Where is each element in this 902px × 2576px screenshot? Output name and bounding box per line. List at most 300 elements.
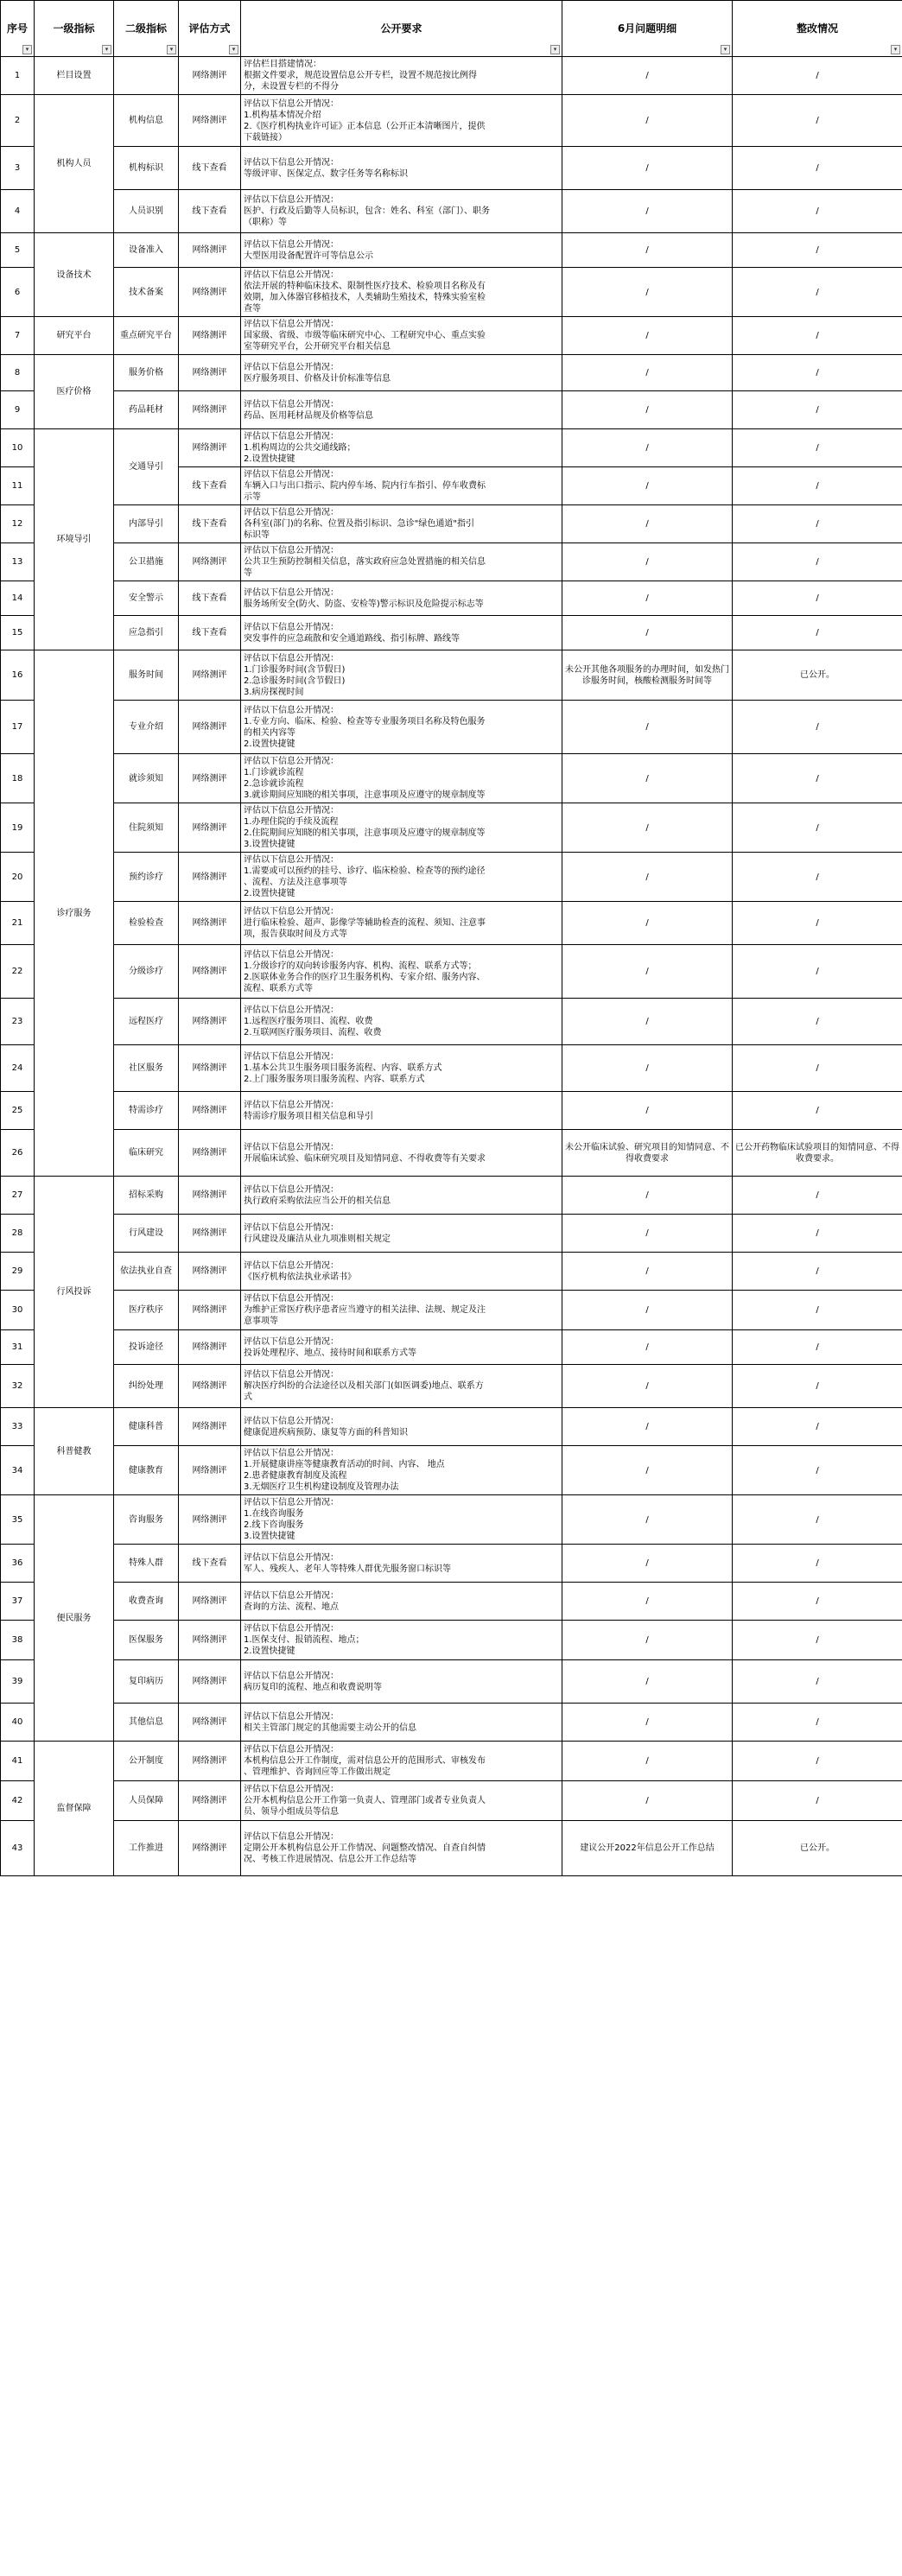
requirement-line: 评估以下信息公开情况： [244,587,339,598]
row-number-cell[interactable]: 17 [1,701,35,754]
secondary-indicator-cell[interactable]: 行风建设 [114,1215,179,1253]
row-number-cell[interactable]: 6 [1,268,35,317]
issue-detail-cell[interactable]: / [562,1330,733,1365]
row-number-cell[interactable]: 41 [1,1742,35,1781]
secondary-indicator-cell[interactable]: 依法执业自查 [114,1253,179,1291]
rectification-cell[interactable]: / [733,1253,902,1291]
row-number-cell[interactable]: 26 [1,1130,35,1177]
row-number-cell[interactable]: 1 [1,57,35,95]
evaluation-method-cell[interactable]: 线下查看 [179,467,241,505]
evaluation-method-cell[interactable]: 线下查看 [179,505,241,543]
row-number-cell[interactable]: 31 [1,1330,35,1365]
evaluation-method-cell[interactable]: 网络测评 [179,803,241,853]
secondary-indicator-cell[interactable]: 住院须知 [114,803,179,853]
filter-icon[interactable]: ▾ [229,45,238,54]
requirement-cell[interactable] [241,853,562,902]
secondary-indicator-cell[interactable]: 服务价格 [114,355,179,391]
evaluation-method-cell[interactable]: 网络测评 [179,95,241,147]
evaluation-method-cell[interactable]: 网络测评 [179,1495,241,1545]
secondary-indicator-cell[interactable]: 特需诊疗 [114,1092,179,1130]
issue-detail-cell[interactable]: / [562,1092,733,1130]
rectification-cell[interactable]: / [733,1545,902,1583]
rectification-cell[interactable]: 已公开药物临床试验项目的知情同意、不得收费要求。 [733,1130,902,1177]
filter-icon[interactable]: ▾ [167,45,176,54]
secondary-indicator-cell[interactable]: 分级诊疗 [114,945,179,999]
rectification-cell[interactable]: / [733,1495,902,1545]
issue-detail-cell[interactable]: / [562,355,733,391]
row-number-cell[interactable]: 8 [1,355,35,391]
secondary-indicator-cell[interactable]: 纠纷处理 [114,1365,179,1408]
issue-detail-cell[interactable]: / [562,853,733,902]
secondary-indicator-cell[interactable]: 交通导引 [114,429,179,505]
rectification-cell[interactable]: / [733,1621,902,1660]
rectification-cell[interactable]: / [733,190,902,233]
requirement-line: 评估以下信息公开情况： [244,1142,339,1152]
rectification-cell[interactable]: / [733,467,902,505]
requirement-cell[interactable] [241,268,562,317]
issue-detail-cell[interactable]: / [562,190,733,233]
row-number-cell[interactable]: 29 [1,1253,35,1291]
secondary-indicator-cell[interactable]: 医疗秩序 [114,1291,179,1330]
secondary-indicator-cell[interactable]: 就诊须知 [114,754,179,803]
evaluation-method-cell[interactable]: 网络测评 [179,701,241,754]
row-number-cell[interactable]: 10 [1,429,35,467]
row-number-cell[interactable]: 4 [1,190,35,233]
filter-icon[interactable]: ▾ [102,45,111,54]
row-number-cell[interactable]: 37 [1,1583,35,1621]
issue-detail-cell[interactable]: 未公开临床试验、研究项目的知情同意、不得收费要求 [562,1130,733,1177]
row-number-cell[interactable]: 2 [1,95,35,147]
row-number-cell[interactable]: 38 [1,1621,35,1660]
requirement-cell[interactable] [241,543,562,581]
rectification-cell[interactable]: / [733,1177,902,1215]
rectification-cell[interactable]: / [733,1704,902,1742]
secondary-indicator-cell[interactable]: 应急指引 [114,616,179,650]
evaluation-method-cell[interactable]: 线下查看 [179,147,241,190]
rectification-cell[interactable]: / [733,391,902,429]
secondary-indicator-cell[interactable]: 医保服务 [114,1621,179,1660]
requirement-cell[interactable] [241,317,562,355]
primary-indicator-cell[interactable]: 医疗价格 [35,355,114,429]
secondary-indicator-cell[interactable]: 社区服务 [114,1045,179,1092]
rectification-cell[interactable]: / [733,57,902,95]
secondary-indicator-cell[interactable]: 重点研究平台 [114,317,179,355]
evaluation-method-cell[interactable]: 网络测评 [179,945,241,999]
primary-indicator-cell[interactable]: 设备技术 [35,233,114,317]
primary-indicator-cell[interactable]: 诊疗服务 [35,650,114,1177]
row-number-cell[interactable]: 36 [1,1545,35,1583]
issue-detail-cell[interactable]: / [562,1253,733,1291]
evaluation-method-cell[interactable]: 网络测评 [179,57,241,95]
issue-detail-cell[interactable]: / [562,1045,733,1092]
issue-detail-cell[interactable]: / [562,391,733,429]
rectification-cell[interactable]: / [733,1742,902,1781]
requirement-line: 、流程、方法及注意事项等 [244,878,347,887]
requirement-cell[interactable] [241,467,562,505]
secondary-indicator-cell[interactable]: 机构标识 [114,147,179,190]
requirement-cell[interactable] [241,616,562,650]
evaluation-method-cell[interactable]: 网络测评 [179,853,241,902]
row-number-cell[interactable]: 42 [1,1781,35,1821]
row-number-cell[interactable]: 5 [1,233,35,268]
issue-detail-cell[interactable]: / [562,803,733,853]
requirement-cell[interactable] [241,1583,562,1621]
secondary-indicator-cell[interactable]: 内部导引 [114,505,179,543]
evaluation-method-cell[interactable]: 网络测评 [179,1253,241,1291]
row-number-cell[interactable]: 32 [1,1365,35,1408]
row-number-cell[interactable]: 16 [1,650,35,701]
rectification-cell[interactable]: / [733,1446,902,1495]
primary-indicator-cell[interactable]: 行风投诉 [35,1177,114,1408]
issue-detail-cell[interactable]: / [562,1291,733,1330]
issue-detail-cell[interactable]: / [562,1704,733,1742]
issue-detail-cell[interactable]: / [562,902,733,945]
issue-detail-cell[interactable]: / [562,268,733,317]
rectification-cell[interactable]: / [733,581,902,616]
issue-detail-cell[interactable]: / [562,754,733,803]
rectification-cell[interactable]: / [733,317,902,355]
rectification-cell[interactable]: / [733,1045,902,1092]
table-row [1,355,902,391]
table-body [1,57,902,1876]
issue-detail-cell[interactable]: / [562,701,733,754]
secondary-indicator-cell[interactable]: 专业介绍 [114,701,179,754]
requirement-line: 评估以下信息公开情况： [244,1498,339,1507]
rectification-cell[interactable]: / [733,616,902,650]
requirement-line: 2.线下咨询服务 [244,1520,304,1530]
row-number-cell[interactable]: 20 [1,853,35,902]
filter-icon[interactable]: ▾ [721,45,730,54]
row-number-cell[interactable]: 7 [1,317,35,355]
primary-indicator-cell[interactable]: 便民服务 [35,1495,114,1742]
requirement-cell[interactable] [241,701,562,754]
requirement-cell[interactable] [241,1215,562,1253]
row-number-cell[interactable]: 24 [1,1045,35,1092]
row-number-cell[interactable]: 30 [1,1291,35,1330]
secondary-indicator-cell[interactable]: 预约诊疗 [114,853,179,902]
rectification-cell[interactable]: / [733,1365,902,1408]
header-cell-issue[interactable]: 6月问题明细 ▾ [562,1,733,57]
requirement-cell[interactable] [241,391,562,429]
issue-detail-cell[interactable]: 未公开其他各项服务的办理时间，如发热门诊服务时间，核酸检测服务时间等 [562,650,733,701]
rectification-cell[interactable]: 已公开。 [733,1821,902,1876]
primary-indicator-cell[interactable]: 监督保障 [35,1742,114,1876]
secondary-indicator-cell[interactable]: 咨询服务 [114,1495,179,1545]
requirement-cell[interactable] [241,1704,562,1742]
requirement-cell[interactable] [241,803,562,853]
issue-detail-cell[interactable]: / [562,1583,733,1621]
evaluation-method-cell[interactable]: 线下查看 [179,1545,241,1583]
filter-icon[interactable]: ▾ [22,45,32,54]
requirement-line: 的相关内容等 [244,727,295,738]
requirement-cell[interactable] [241,1130,562,1177]
rectification-cell[interactable]: / [733,1291,902,1330]
secondary-indicator-cell[interactable]: 人员保障 [114,1781,179,1821]
secondary-indicator-cell[interactable]: 复印病历 [114,1660,179,1704]
row-number-cell[interactable]: 34 [1,1446,35,1495]
evaluation-method-cell[interactable]: 网络测评 [179,268,241,317]
evaluation-method-cell[interactable]: 网络测评 [179,754,241,803]
rectification-cell[interactable]: / [733,1215,902,1253]
row-number-cell[interactable]: 11 [1,467,35,505]
secondary-indicator-cell[interactable]: 临床研究 [114,1130,179,1177]
evaluation-method-cell[interactable]: 线下查看 [179,581,241,616]
issue-detail-cell[interactable]: / [562,1365,733,1408]
requirement-line: 评估以下信息公开情况： [244,320,339,329]
secondary-indicator-cell[interactable]: 安全警示 [114,581,179,616]
requirement-cell[interactable] [241,945,562,999]
table-row [1,1408,902,1446]
issue-detail-cell[interactable]: / [562,999,733,1045]
rectification-cell[interactable]: / [733,1092,902,1130]
row-number-cell[interactable]: 3 [1,147,35,190]
issue-detail-cell[interactable]: / [562,147,733,190]
requirement-cell[interactable] [241,754,562,803]
secondary-indicator-cell[interactable]: 公开制度 [114,1742,179,1781]
header-cell-no[interactable]: 序号 ▾ [1,1,35,57]
requirement-line: 进行临床检验、超声、影像学等辅助检查的流程、须知、注意事 [244,918,486,928]
row-number-cell[interactable]: 12 [1,505,35,543]
rectification-cell[interactable]: / [733,505,902,543]
rectification-cell[interactable]: / [733,95,902,147]
requirement-cell[interactable] [241,1821,562,1876]
issue-detail-cell[interactable]: / [562,1446,733,1495]
header-cell-fix[interactable]: 整改情况 ▾ [733,1,902,57]
evaluation-method-cell[interactable]: 网络测评 [179,1446,241,1495]
requirement-cell[interactable] [241,1253,562,1291]
secondary-indicator-cell[interactable]: 远程医疗 [114,999,179,1045]
requirement-cell[interactable] [241,95,562,147]
requirement-cell[interactable] [241,429,562,467]
evaluation-method-cell[interactable]: 网络测评 [179,1365,241,1408]
row-number-cell[interactable]: 19 [1,803,35,853]
requirement-cell[interactable] [241,1742,562,1781]
evaluation-method-cell[interactable]: 网络测评 [179,1330,241,1365]
row-number-cell[interactable]: 9 [1,391,35,429]
secondary-indicator-cell[interactable]: 投诉途径 [114,1330,179,1365]
evaluation-method-cell[interactable]: 网络测评 [179,1215,241,1253]
secondary-indicator-cell[interactable]: 机构信息 [114,95,179,147]
row-number-cell[interactable]: 35 [1,1495,35,1545]
issue-detail-cell[interactable]: / [562,505,733,543]
issue-detail-cell[interactable]: / [562,616,733,650]
evaluation-method-cell[interactable]: 线下查看 [179,190,241,233]
table-row [1,1545,902,1583]
filter-icon[interactable]: ▾ [891,45,900,54]
issue-detail-cell[interactable]: / [562,95,733,147]
evaluation-method-cell[interactable]: 网络测评 [179,1177,241,1215]
row-number-cell[interactable]: 13 [1,543,35,581]
rectification-cell[interactable]: / [733,1408,902,1446]
row-number-cell[interactable]: 21 [1,902,35,945]
rectification-cell[interactable]: / [733,754,902,803]
requirement-cell[interactable] [241,1545,562,1583]
requirement-line: 服务场所安全(防火、防盗、安检等)警示标识及危险提示标志等 [244,599,484,609]
rectification-cell[interactable]: / [733,355,902,391]
evaluation-method-cell[interactable]: 网络测评 [179,1821,241,1876]
row-number-cell[interactable]: 22 [1,945,35,999]
evaluation-method-cell[interactable]: 网络测评 [179,1704,241,1742]
row-number-cell[interactable]: 14 [1,581,35,616]
secondary-indicator-cell[interactable]: 药品耗材 [114,391,179,429]
issue-detail-cell[interactable]: / [562,429,733,467]
evaluation-method-cell[interactable]: 网络测评 [179,1408,241,1446]
requirement-cell[interactable] [241,1408,562,1446]
evaluation-method-cell[interactable]: 网络测评 [179,317,241,355]
evaluation-method-cell[interactable]: 网络测评 [179,355,241,391]
evaluation-method-cell[interactable]: 网络测评 [179,1583,241,1621]
rectification-cell[interactable]: / [733,543,902,581]
requirement-line: 2.患者健康教育制度及流程 [244,1471,347,1481]
evaluation-method-cell[interactable]: 网络测评 [179,1045,241,1092]
issue-detail-cell[interactable]: / [562,1177,733,1215]
secondary-indicator-cell[interactable]: 检验检查 [114,902,179,945]
evaluation-method-cell[interactable]: 网络测评 [179,650,241,701]
rectification-cell[interactable]: / [733,268,902,317]
requirement-cell[interactable] [241,902,562,945]
primary-indicator-cell[interactable]: 栏目设置 [35,57,114,95]
requirement-cell[interactable] [241,147,562,190]
requirement-cell[interactable] [241,581,562,616]
requirement-cell[interactable] [241,1781,562,1821]
requirement-cell[interactable] [241,1330,562,1365]
requirement-cell[interactable] [241,1660,562,1704]
row-number-cell[interactable]: 33 [1,1408,35,1446]
evaluation-method-cell[interactable]: 网络测评 [179,391,241,429]
primary-indicator-cell[interactable]: 机构人员 [35,95,114,233]
issue-detail-cell[interactable]: / [562,1621,733,1660]
rectification-cell[interactable]: / [733,233,902,268]
issue-detail-cell[interactable]: / [562,57,733,95]
rectification-cell[interactable]: 已公开。 [733,650,902,701]
secondary-indicator-cell[interactable]: 人员识别 [114,190,179,233]
issue-detail-cell[interactable]: / [562,581,733,616]
rectification-cell[interactable]: / [733,429,902,467]
primary-indicator-cell[interactable]: 科普健教 [35,1408,114,1495]
rectification-cell[interactable]: / [733,1781,902,1821]
issue-detail-cell[interactable]: / [562,1660,733,1704]
secondary-indicator-cell[interactable]: 收费查询 [114,1583,179,1621]
table-row [1,543,902,581]
rectification-cell[interactable]: / [733,902,902,945]
evaluation-method-cell[interactable]: 网络测评 [179,1781,241,1821]
primary-indicator-cell[interactable]: 研究平台 [35,317,114,355]
requirement-cell[interactable] [241,1621,562,1660]
evaluation-method-cell[interactable]: 网络测评 [179,233,241,268]
issue-detail-cell[interactable]: / [562,1545,733,1583]
row-number-cell[interactable]: 25 [1,1092,35,1130]
requirement-cell[interactable] [241,1092,562,1130]
row-number-cell[interactable]: 27 [1,1177,35,1215]
row-number-cell[interactable]: 39 [1,1660,35,1704]
rectification-cell[interactable]: / [733,853,902,902]
issue-detail-cell[interactable]: / [562,1495,733,1545]
issue-detail-cell[interactable]: / [562,1742,733,1781]
row-number-cell[interactable]: 43 [1,1821,35,1876]
requirement-cell[interactable] [241,355,562,391]
filter-icon[interactable]: ▾ [550,45,560,54]
row-number-cell[interactable]: 15 [1,616,35,650]
issue-detail-cell[interactable]: / [562,1781,733,1821]
evaluation-method-cell[interactable]: 网络测评 [179,429,241,467]
rectification-cell[interactable]: / [733,147,902,190]
header-cell-l1[interactable]: 一级指标 ▾ [35,1,114,57]
requirement-cell[interactable] [241,1045,562,1092]
requirement-cell[interactable] [241,1291,562,1330]
secondary-indicator-cell[interactable] [114,57,179,95]
evaluation-method-cell[interactable]: 网络测评 [179,1291,241,1330]
secondary-indicator-cell[interactable]: 设备准入 [114,233,179,268]
rectification-cell[interactable]: / [733,1583,902,1621]
secondary-indicator-cell[interactable]: 其他信息 [114,1704,179,1742]
secondary-indicator-cell[interactable]: 服务时间 [114,650,179,701]
requirement-cell[interactable] [241,1446,562,1495]
row-number-cell[interactable]: 18 [1,754,35,803]
evaluation-method-cell[interactable]: 网络测评 [179,1092,241,1130]
secondary-indicator-cell[interactable]: 公卫措施 [114,543,179,581]
rectification-cell[interactable]: / [733,945,902,999]
rectification-cell[interactable]: / [733,1330,902,1365]
header-cell-l2[interactable]: 二级指标 ▾ [114,1,179,57]
secondary-indicator-cell[interactable]: 健康教育 [114,1446,179,1495]
issue-detail-cell[interactable]: / [562,233,733,268]
rectification-cell[interactable]: / [733,999,902,1045]
requirement-cell[interactable] [241,505,562,543]
requirement-line: 查询的方法、流程、地点 [244,1602,339,1612]
secondary-indicator-cell[interactable]: 招标采购 [114,1177,179,1215]
primary-indicator-cell[interactable]: 环境导引 [35,429,114,650]
requirement-cell[interactable] [241,190,562,233]
rectification-cell[interactable]: / [733,1660,902,1704]
issue-detail-cell[interactable]: / [562,543,733,581]
evaluation-method-cell[interactable]: 网络测评 [179,1621,241,1660]
row-number-cell[interactable]: 23 [1,999,35,1045]
row-number-cell[interactable]: 40 [1,1704,35,1742]
evaluation-method-cell[interactable]: 网络测评 [179,999,241,1045]
issue-detail-cell[interactable]: / [562,945,733,999]
requirement-cell[interactable] [241,1365,562,1408]
evaluation-method-cell[interactable]: 网络测评 [179,1130,241,1177]
secondary-indicator-cell[interactable]: 特殊人群 [114,1545,179,1583]
secondary-indicator-cell[interactable]: 工作推进 [114,1821,179,1876]
secondary-indicator-cell[interactable]: 健康科普 [114,1408,179,1446]
row-number-cell[interactable]: 28 [1,1215,35,1253]
issue-detail-cell[interactable]: / [562,1408,733,1446]
evaluation-method-cell[interactable]: 网络测评 [179,1742,241,1781]
evaluation-method-cell[interactable]: 网络测评 [179,1660,241,1704]
rectification-cell[interactable]: / [733,701,902,754]
header-cell-requirement[interactable]: 公开要求 ▾ [241,1,562,57]
requirement-cell[interactable] [241,1177,562,1215]
requirement-line: 评估以下信息公开情况： [244,1294,339,1304]
requirement-cell[interactable] [241,57,562,95]
evaluation-method-cell[interactable]: 网络测评 [179,902,241,945]
requirement-line: 评估以下信息公开情况： [244,1006,339,1015]
requirement-cell[interactable] [241,233,562,268]
header-cell-method[interactable]: 评估方式 ▾ [179,1,241,57]
issue-detail-cell[interactable]: / [562,467,733,505]
issue-detail-cell[interactable]: / [562,317,733,355]
secondary-indicator-cell[interactable]: 技术备案 [114,268,179,317]
requirement-cell[interactable] [241,650,562,701]
rectification-cell[interactable]: / [733,803,902,853]
issue-detail-cell[interactable]: / [562,1215,733,1253]
evaluation-method-cell[interactable]: 线下查看 [179,616,241,650]
requirement-cell[interactable] [241,999,562,1045]
issue-detail-cell[interactable]: 建议公开2022年信息公开工作总结 [562,1821,733,1876]
evaluation-method-cell[interactable]: 网络测评 [179,543,241,581]
requirement-cell[interactable] [241,1495,562,1545]
